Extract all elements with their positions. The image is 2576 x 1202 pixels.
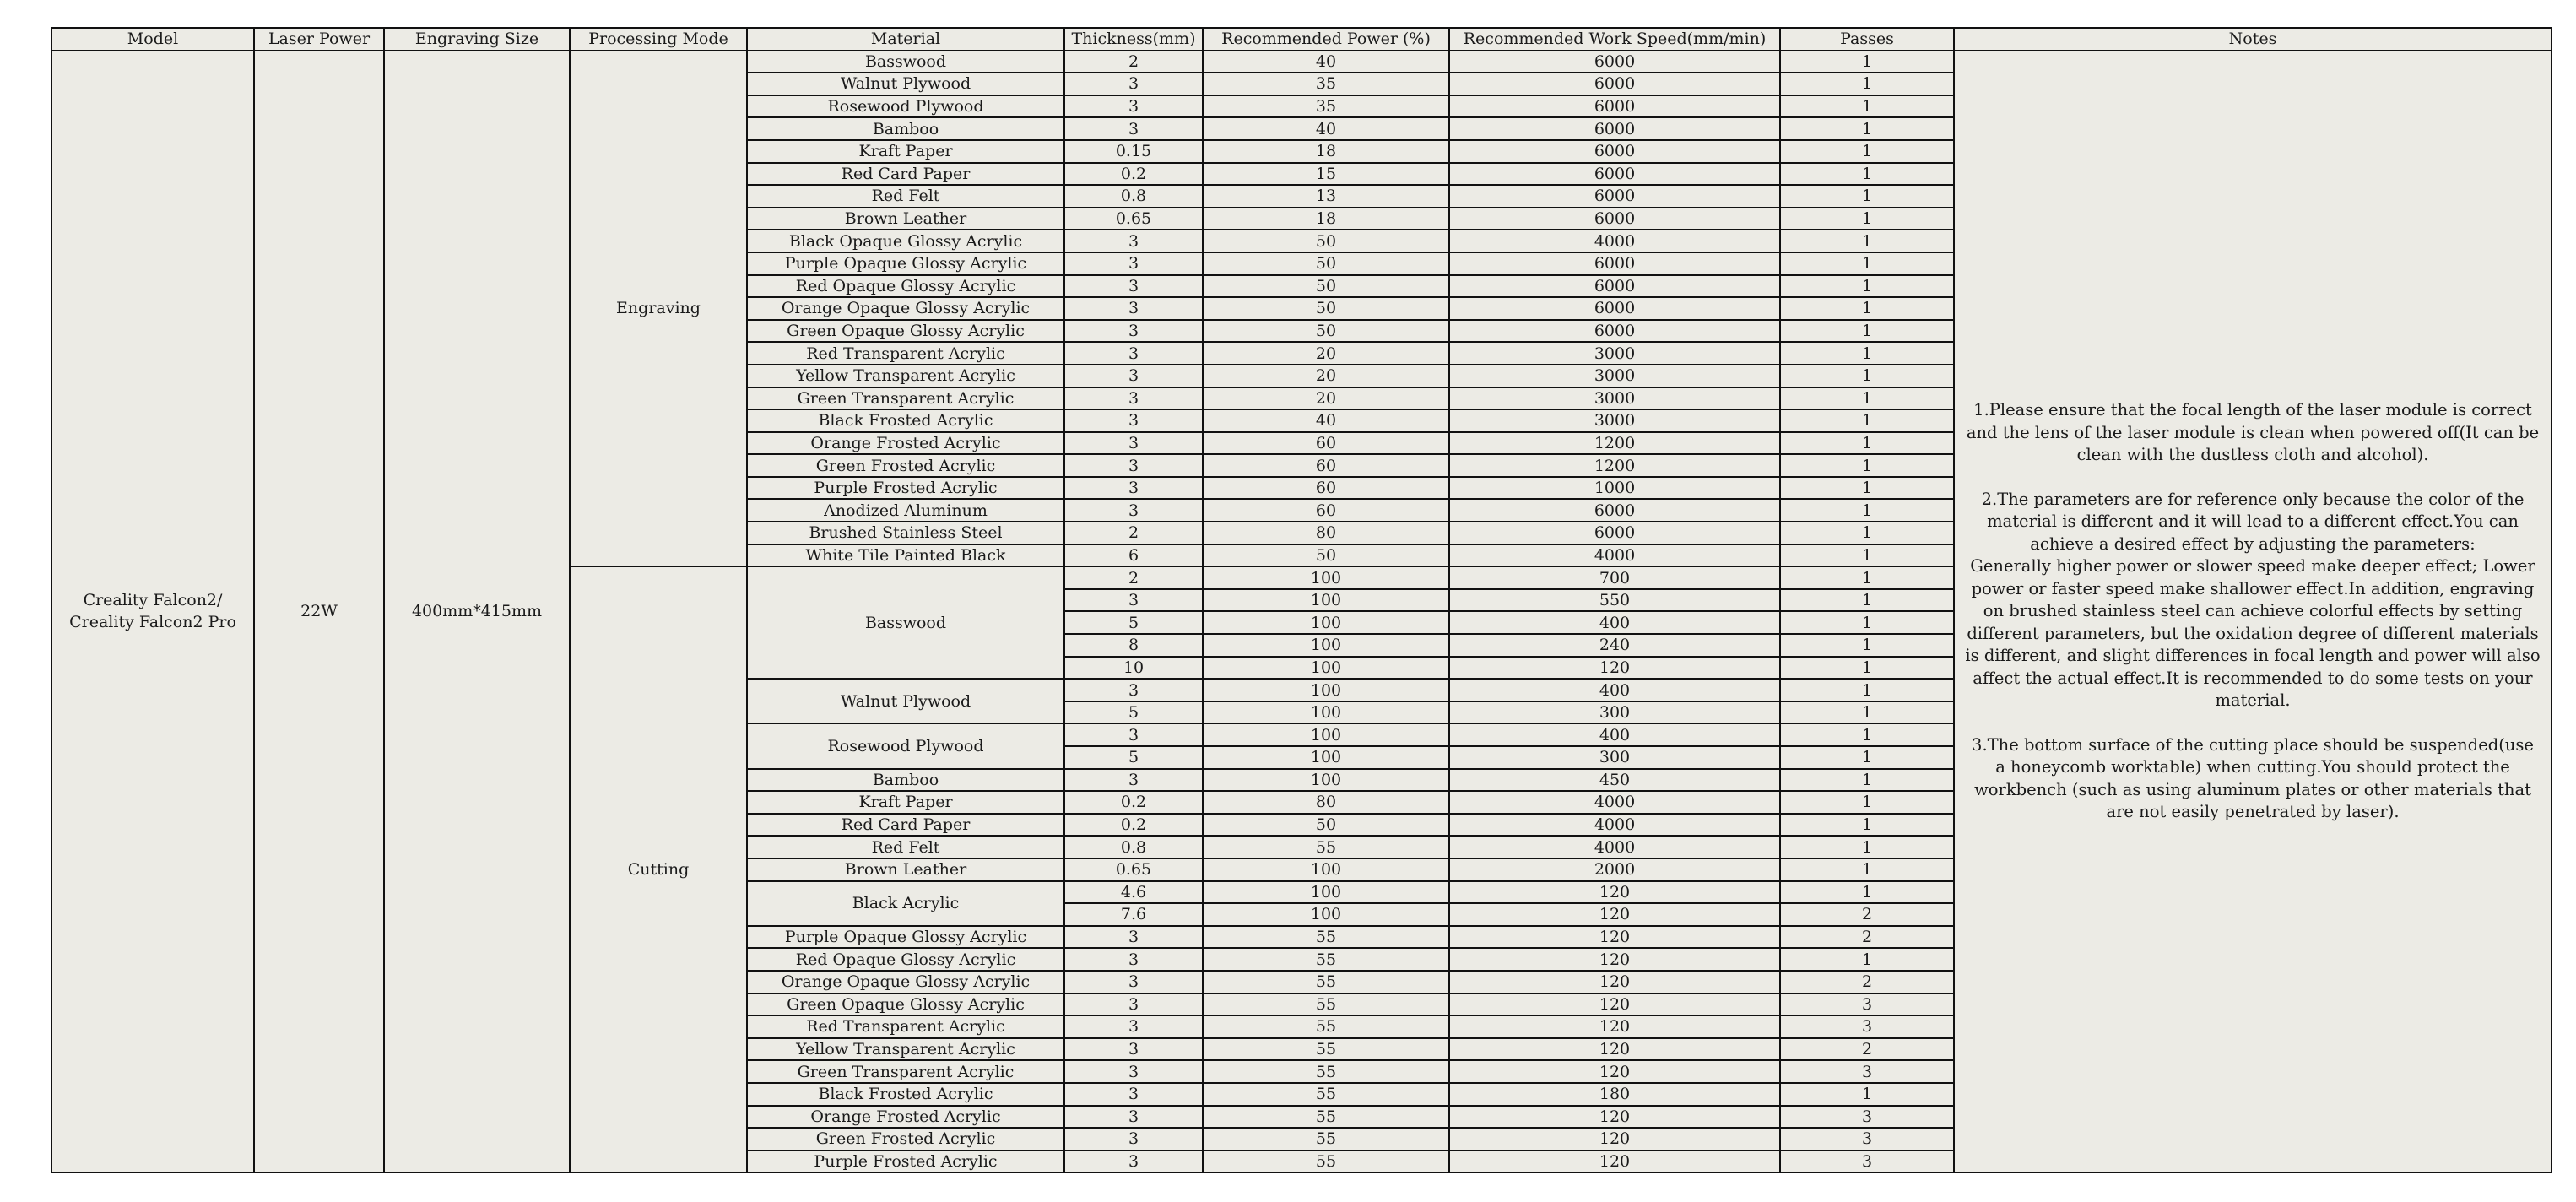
thickness-cell: 3 bbox=[1064, 723, 1203, 746]
power-cell: 55 bbox=[1203, 1038, 1449, 1061]
speed-cell: 120 bbox=[1449, 948, 1780, 971]
power-cell: 60 bbox=[1203, 477, 1449, 500]
speed-cell: 120 bbox=[1449, 1128, 1780, 1151]
material-cell: Red Card Paper bbox=[747, 163, 1064, 186]
passes-cell: 1 bbox=[1780, 409, 1954, 432]
material-cell: Rosewood Plywood bbox=[747, 95, 1064, 118]
speed-cell: 4000 bbox=[1449, 544, 1780, 567]
power-cell: 55 bbox=[1203, 971, 1449, 994]
power-cell: 50 bbox=[1203, 230, 1449, 252]
thickness-cell: 5 bbox=[1064, 611, 1203, 634]
thickness-cell: 3 bbox=[1064, 1038, 1203, 1061]
speed-cell: 400 bbox=[1449, 611, 1780, 634]
note-paragraph: 3.The bottom surface of the cutting place should be suspended(use a honeycomb worktable) when cutting.You should protect the workbench (such as using aluminum plates or other materials that are not easily penetrated by laser). bbox=[1972, 734, 2534, 822]
thickness-cell: 3 bbox=[1064, 454, 1203, 477]
power-cell: 100 bbox=[1203, 657, 1449, 680]
material-cell: Anodized Aluminum bbox=[747, 499, 1064, 522]
speed-cell: 6000 bbox=[1449, 208, 1780, 230]
speed-cell: 6000 bbox=[1449, 275, 1780, 298]
power-cell: 50 bbox=[1203, 544, 1449, 567]
material-cell: Bamboo bbox=[747, 117, 1064, 140]
material-cell: Red Opaque Glossy Acrylic bbox=[747, 275, 1064, 298]
passes-cell: 1 bbox=[1780, 140, 1954, 163]
material-cell: Yellow Transparent Acrylic bbox=[747, 365, 1064, 387]
speed-cell: 120 bbox=[1449, 657, 1780, 680]
passes-cell: 1 bbox=[1780, 73, 1954, 95]
speed-cell: 120 bbox=[1449, 1106, 1780, 1129]
power-cell: 55 bbox=[1203, 1151, 1449, 1173]
speed-cell: 120 bbox=[1449, 903, 1780, 926]
passes-cell: 1 bbox=[1780, 252, 1954, 275]
power-cell: 55 bbox=[1203, 994, 1449, 1016]
speed-cell: 6000 bbox=[1449, 499, 1780, 522]
thickness-cell: 3 bbox=[1064, 499, 1203, 522]
material-cell: Green Frosted Acrylic bbox=[747, 454, 1064, 477]
material-cell: Kraft Paper bbox=[747, 791, 1064, 814]
power-cell: 100 bbox=[1203, 723, 1449, 746]
speed-cell: 120 bbox=[1449, 1060, 1780, 1083]
thickness-cell: 3 bbox=[1064, 1151, 1203, 1173]
power-cell: 18 bbox=[1203, 140, 1449, 163]
thickness-cell: 3 bbox=[1064, 230, 1203, 252]
material-cell: Green Transparent Acrylic bbox=[747, 1060, 1064, 1083]
passes-cell: 1 bbox=[1780, 634, 1954, 657]
speed-cell: 6000 bbox=[1449, 320, 1780, 343]
passes-cell: 1 bbox=[1780, 814, 1954, 837]
passes-cell: 1 bbox=[1780, 657, 1954, 680]
speed-cell: 300 bbox=[1449, 701, 1780, 724]
passes-cell: 1 bbox=[1780, 432, 1954, 455]
power-cell: 100 bbox=[1203, 589, 1449, 612]
thickness-cell: 3 bbox=[1064, 320, 1203, 343]
passes-cell: 1 bbox=[1780, 723, 1954, 746]
passes-cell: 1 bbox=[1780, 522, 1954, 544]
table-body bbox=[51, 51, 2552, 1173]
power-cell: 100 bbox=[1203, 858, 1449, 881]
power-cell: 55 bbox=[1203, 1060, 1449, 1083]
power-cell: 80 bbox=[1203, 791, 1449, 814]
thickness-cell: 3 bbox=[1064, 971, 1203, 994]
power-cell: 40 bbox=[1203, 117, 1449, 140]
material-cell: Green Frosted Acrylic bbox=[747, 1128, 1064, 1151]
power-cell: 55 bbox=[1203, 1083, 1449, 1106]
speed-cell: 120 bbox=[1449, 1151, 1780, 1173]
power-cell: 55 bbox=[1203, 948, 1449, 971]
power-cell: 80 bbox=[1203, 522, 1449, 544]
material-cell: Green Opaque Glossy Acrylic bbox=[747, 320, 1064, 343]
passes-cell: 1 bbox=[1780, 454, 1954, 477]
thickness-cell: 3 bbox=[1064, 387, 1203, 410]
speed-cell: 6000 bbox=[1449, 95, 1780, 118]
material-cell: Black Acrylic bbox=[747, 881, 1064, 926]
thickness-cell: 8 bbox=[1064, 634, 1203, 657]
header-model: Model bbox=[51, 28, 254, 51]
power-cell: 100 bbox=[1203, 903, 1449, 926]
material-cell: Red Opaque Glossy Acrylic bbox=[747, 948, 1064, 971]
thickness-cell: 3 bbox=[1064, 409, 1203, 432]
notes-cell bbox=[1954, 51, 2552, 1173]
power-cell: 20 bbox=[1203, 342, 1449, 365]
mode-cutting-cell: Cutting bbox=[570, 566, 747, 1172]
thickness-cell: 3 bbox=[1064, 477, 1203, 500]
thickness-cell: 7.6 bbox=[1064, 903, 1203, 926]
passes-cell: 2 bbox=[1780, 903, 1954, 926]
thickness-cell: 3 bbox=[1064, 1083, 1203, 1106]
material-cell: Walnut Plywood bbox=[747, 73, 1064, 95]
speed-cell: 3000 bbox=[1449, 365, 1780, 387]
thickness-cell: 3 bbox=[1064, 1060, 1203, 1083]
header-power: Recommended Power (%) bbox=[1203, 28, 1449, 51]
material-cell: Kraft Paper bbox=[747, 140, 1064, 163]
speed-cell: 120 bbox=[1449, 994, 1780, 1016]
thickness-cell: 0.15 bbox=[1064, 140, 1203, 163]
passes-cell: 2 bbox=[1780, 926, 1954, 949]
passes-cell: 3 bbox=[1780, 1015, 1954, 1038]
speed-cell: 4000 bbox=[1449, 836, 1780, 858]
material-cell: Black Frosted Acrylic bbox=[747, 409, 1064, 432]
power-cell: 15 bbox=[1203, 163, 1449, 186]
power-cell: 55 bbox=[1203, 926, 1449, 949]
material-cell: Green Opaque Glossy Acrylic bbox=[747, 994, 1064, 1016]
speed-cell: 3000 bbox=[1449, 342, 1780, 365]
speed-cell: 240 bbox=[1449, 634, 1780, 657]
passes-cell: 3 bbox=[1780, 1060, 1954, 1083]
speed-cell: 120 bbox=[1449, 1038, 1780, 1061]
speed-cell: 700 bbox=[1449, 566, 1780, 589]
header-engraving-size: Engraving Size bbox=[384, 28, 570, 51]
thickness-cell: 0.2 bbox=[1064, 814, 1203, 837]
speed-cell: 6000 bbox=[1449, 185, 1780, 208]
thickness-cell: 5 bbox=[1064, 746, 1203, 769]
speed-cell: 4000 bbox=[1449, 230, 1780, 252]
speed-cell: 1200 bbox=[1449, 454, 1780, 477]
thickness-cell: 3 bbox=[1064, 73, 1203, 95]
passes-cell: 1 bbox=[1780, 611, 1954, 634]
power-cell: 100 bbox=[1203, 701, 1449, 724]
speed-cell: 450 bbox=[1449, 769, 1780, 792]
passes-cell: 1 bbox=[1780, 1083, 1954, 1106]
speed-cell: 120 bbox=[1449, 926, 1780, 949]
passes-cell: 1 bbox=[1780, 791, 1954, 814]
thickness-cell: 3 bbox=[1064, 95, 1203, 118]
speed-cell: 120 bbox=[1449, 971, 1780, 994]
thickness-cell: 3 bbox=[1064, 432, 1203, 455]
passes-cell: 1 bbox=[1780, 544, 1954, 567]
mode-engraving-cell: Engraving bbox=[570, 51, 747, 567]
power-cell: 60 bbox=[1203, 432, 1449, 455]
power-cell: 18 bbox=[1203, 208, 1449, 230]
power-cell: 13 bbox=[1203, 185, 1449, 208]
thickness-cell: 3 bbox=[1064, 679, 1203, 701]
passes-cell: 1 bbox=[1780, 163, 1954, 186]
speed-cell: 6000 bbox=[1449, 117, 1780, 140]
material-cell: Red Felt bbox=[747, 836, 1064, 858]
note-paragraph: 2.The parameters are for reference only because the color of the material is different and it will lead to a different effect.You can achieve a desired effect by adjusting the parameters: Generally higher power or slower speed make deeper effect; Lower power or faster speed make shallower effect.In addition, engraving on brushed stainless steel can achieve colorful effects by setting different parameters, but the oxidation degree of different materials is different, and slight differences in focal length and power will also affect the actual effect.It is recommended to do some tests on your material. bbox=[1965, 489, 2541, 711]
passes-cell: 1 bbox=[1780, 881, 1954, 904]
thickness-cell: 4.6 bbox=[1064, 881, 1203, 904]
thickness-cell: 3 bbox=[1064, 342, 1203, 365]
power-cell: 55 bbox=[1203, 836, 1449, 858]
speed-cell: 6000 bbox=[1449, 140, 1780, 163]
speed-cell: 400 bbox=[1449, 723, 1780, 746]
power-cell: 100 bbox=[1203, 611, 1449, 634]
passes-cell: 3 bbox=[1780, 994, 1954, 1016]
passes-cell: 1 bbox=[1780, 746, 1954, 769]
power-cell: 20 bbox=[1203, 365, 1449, 387]
material-cell: Brown Leather bbox=[747, 208, 1064, 230]
passes-cell: 1 bbox=[1780, 51, 1954, 73]
header-speed: Recommended Work Speed(mm/min) bbox=[1449, 28, 1780, 51]
header-material: Material bbox=[747, 28, 1064, 51]
thickness-cell: 3 bbox=[1064, 297, 1203, 320]
passes-cell: 1 bbox=[1780, 836, 1954, 858]
speed-cell: 1200 bbox=[1449, 432, 1780, 455]
thickness-cell: 6 bbox=[1064, 544, 1203, 567]
power-cell: 55 bbox=[1203, 1128, 1449, 1151]
passes-cell: 2 bbox=[1780, 971, 1954, 994]
passes-cell: 1 bbox=[1780, 477, 1954, 500]
thickness-cell: 2 bbox=[1064, 566, 1203, 589]
power-cell: 40 bbox=[1203, 51, 1449, 73]
material-cell: Red Transparent Acrylic bbox=[747, 1015, 1064, 1038]
thickness-cell: 0.65 bbox=[1064, 208, 1203, 230]
speed-cell: 6000 bbox=[1449, 297, 1780, 320]
speed-cell: 550 bbox=[1449, 589, 1780, 612]
power-cell: 100 bbox=[1203, 881, 1449, 904]
material-cell: Bamboo bbox=[747, 769, 1064, 792]
passes-cell: 1 bbox=[1780, 589, 1954, 612]
passes-cell: 3 bbox=[1780, 1151, 1954, 1173]
thickness-cell: 3 bbox=[1064, 769, 1203, 792]
header-notes: Notes bbox=[1954, 28, 2552, 51]
material-cell: Purple Opaque Glossy Acrylic bbox=[747, 252, 1064, 275]
power-cell: 50 bbox=[1203, 252, 1449, 275]
passes-cell: 1 bbox=[1780, 858, 1954, 881]
passes-cell: 1 bbox=[1780, 275, 1954, 298]
thickness-cell: 5 bbox=[1064, 701, 1203, 724]
power-cell: 100 bbox=[1203, 634, 1449, 657]
material-cell: Walnut Plywood bbox=[747, 679, 1064, 723]
power-cell: 20 bbox=[1203, 387, 1449, 410]
speed-cell: 6000 bbox=[1449, 51, 1780, 73]
speed-cell: 6000 bbox=[1449, 163, 1780, 186]
power-cell: 50 bbox=[1203, 320, 1449, 343]
material-cell: Purple Opaque Glossy Acrylic bbox=[747, 926, 1064, 949]
thickness-cell: 0.65 bbox=[1064, 858, 1203, 881]
passes-cell: 1 bbox=[1780, 117, 1954, 140]
thickness-cell: 3 bbox=[1064, 365, 1203, 387]
speed-cell: 1000 bbox=[1449, 477, 1780, 500]
header-laser-power: Laser Power bbox=[254, 28, 384, 51]
power-cell: 100 bbox=[1203, 679, 1449, 701]
note-paragraph: 1.Please ensure that the focal length of the laser module is correct and the lens of the laser module is clean when powered off(It can be clean with the dustless cloth and alcohol). bbox=[1966, 400, 2540, 465]
passes-cell: 2 bbox=[1780, 1038, 1954, 1061]
thickness-cell: 2 bbox=[1064, 51, 1203, 73]
material-cell: Green Transparent Acrylic bbox=[747, 387, 1064, 410]
passes-cell: 1 bbox=[1780, 948, 1954, 971]
power-cell: 60 bbox=[1203, 499, 1449, 522]
material-cell: Black Opaque Glossy Acrylic bbox=[747, 230, 1064, 252]
model-cell: Creality Falcon2/ Creality Falcon2 Pro bbox=[51, 51, 254, 1173]
passes-cell: 1 bbox=[1780, 95, 1954, 118]
thickness-cell: 3 bbox=[1064, 926, 1203, 949]
thickness-cell: 3 bbox=[1064, 1128, 1203, 1151]
passes-cell: 3 bbox=[1780, 1106, 1954, 1129]
material-cell: Basswood bbox=[747, 51, 1064, 73]
passes-cell: 1 bbox=[1780, 701, 1954, 724]
material-cell: White Tile Painted Black bbox=[747, 544, 1064, 567]
thickness-cell: 10 bbox=[1064, 657, 1203, 680]
speed-cell: 6000 bbox=[1449, 252, 1780, 275]
passes-cell: 1 bbox=[1780, 566, 1954, 589]
material-cell: Black Frosted Acrylic bbox=[747, 1083, 1064, 1106]
speed-cell: 4000 bbox=[1449, 814, 1780, 837]
passes-cell: 1 bbox=[1780, 320, 1954, 343]
power-cell: 100 bbox=[1203, 746, 1449, 769]
material-cell: Yellow Transparent Acrylic bbox=[747, 1038, 1064, 1061]
speed-cell: 6000 bbox=[1449, 73, 1780, 95]
power-cell: 100 bbox=[1203, 566, 1449, 589]
thickness-cell: 3 bbox=[1064, 252, 1203, 275]
header-row bbox=[51, 28, 2552, 51]
material-cell: Rosewood Plywood bbox=[747, 723, 1064, 768]
speed-cell: 180 bbox=[1449, 1083, 1780, 1106]
laser-parameter-table bbox=[51, 27, 2552, 1173]
material-cell: Orange Frosted Acrylic bbox=[747, 432, 1064, 455]
header-thickness: Thickness(mm) bbox=[1064, 28, 1203, 51]
header-processing-mode: Processing Mode bbox=[570, 28, 747, 51]
material-cell: Orange Frosted Acrylic bbox=[747, 1106, 1064, 1129]
power-cell: 50 bbox=[1203, 275, 1449, 298]
material-cell: Red Card Paper bbox=[747, 814, 1064, 837]
laser-power-cell: 22W bbox=[254, 51, 384, 1173]
material-cell: Orange Opaque Glossy Acrylic bbox=[747, 297, 1064, 320]
material-cell: Brown Leather bbox=[747, 858, 1064, 881]
thickness-cell: 0.2 bbox=[1064, 163, 1203, 186]
speed-cell: 6000 bbox=[1449, 522, 1780, 544]
table-row bbox=[51, 51, 2552, 73]
speed-cell: 120 bbox=[1449, 881, 1780, 904]
thickness-cell: 3 bbox=[1064, 275, 1203, 298]
thickness-cell: 3 bbox=[1064, 1106, 1203, 1129]
power-cell: 35 bbox=[1203, 73, 1449, 95]
speed-cell: 4000 bbox=[1449, 791, 1780, 814]
passes-cell: 3 bbox=[1780, 1128, 1954, 1151]
passes-cell: 1 bbox=[1780, 208, 1954, 230]
speed-cell: 300 bbox=[1449, 746, 1780, 769]
passes-cell: 1 bbox=[1780, 297, 1954, 320]
thickness-cell: 3 bbox=[1064, 948, 1203, 971]
thickness-cell: 2 bbox=[1064, 522, 1203, 544]
power-cell: 60 bbox=[1203, 454, 1449, 477]
power-cell: 55 bbox=[1203, 1106, 1449, 1129]
power-cell: 50 bbox=[1203, 297, 1449, 320]
thickness-cell: 0.2 bbox=[1064, 791, 1203, 814]
power-cell: 100 bbox=[1203, 769, 1449, 792]
header-passes: Passes bbox=[1780, 28, 1954, 51]
passes-cell: 1 bbox=[1780, 679, 1954, 701]
passes-cell: 1 bbox=[1780, 769, 1954, 792]
thickness-cell: 3 bbox=[1064, 1015, 1203, 1038]
passes-cell: 1 bbox=[1780, 387, 1954, 410]
speed-cell: 120 bbox=[1449, 1015, 1780, 1038]
thickness-cell: 3 bbox=[1064, 117, 1203, 140]
thickness-cell: 3 bbox=[1064, 589, 1203, 612]
speed-cell: 3000 bbox=[1449, 409, 1780, 432]
material-cell: Red Felt bbox=[747, 185, 1064, 208]
material-cell: Basswood bbox=[747, 566, 1064, 679]
material-cell: Purple Frosted Acrylic bbox=[747, 477, 1064, 500]
power-cell: 50 bbox=[1203, 814, 1449, 837]
power-cell: 55 bbox=[1203, 1015, 1449, 1038]
passes-cell: 1 bbox=[1780, 230, 1954, 252]
engraving-size-cell: 400mm*415mm bbox=[384, 51, 570, 1173]
material-cell: Red Transparent Acrylic bbox=[747, 342, 1064, 365]
material-cell: Brushed Stainless Steel bbox=[747, 522, 1064, 544]
thickness-cell: 0.8 bbox=[1064, 185, 1203, 208]
speed-cell: 2000 bbox=[1449, 858, 1780, 881]
material-cell: Purple Frosted Acrylic bbox=[747, 1151, 1064, 1173]
power-cell: 35 bbox=[1203, 95, 1449, 118]
passes-cell: 1 bbox=[1780, 499, 1954, 522]
thickness-cell: 0.8 bbox=[1064, 836, 1203, 858]
passes-cell: 1 bbox=[1780, 365, 1954, 387]
speed-cell: 3000 bbox=[1449, 387, 1780, 410]
passes-cell: 1 bbox=[1780, 342, 1954, 365]
thickness-cell: 3 bbox=[1064, 994, 1203, 1016]
passes-cell: 1 bbox=[1780, 185, 1954, 208]
material-cell: Orange Opaque Glossy Acrylic bbox=[747, 971, 1064, 994]
speed-cell: 400 bbox=[1449, 679, 1780, 701]
power-cell: 40 bbox=[1203, 409, 1449, 432]
